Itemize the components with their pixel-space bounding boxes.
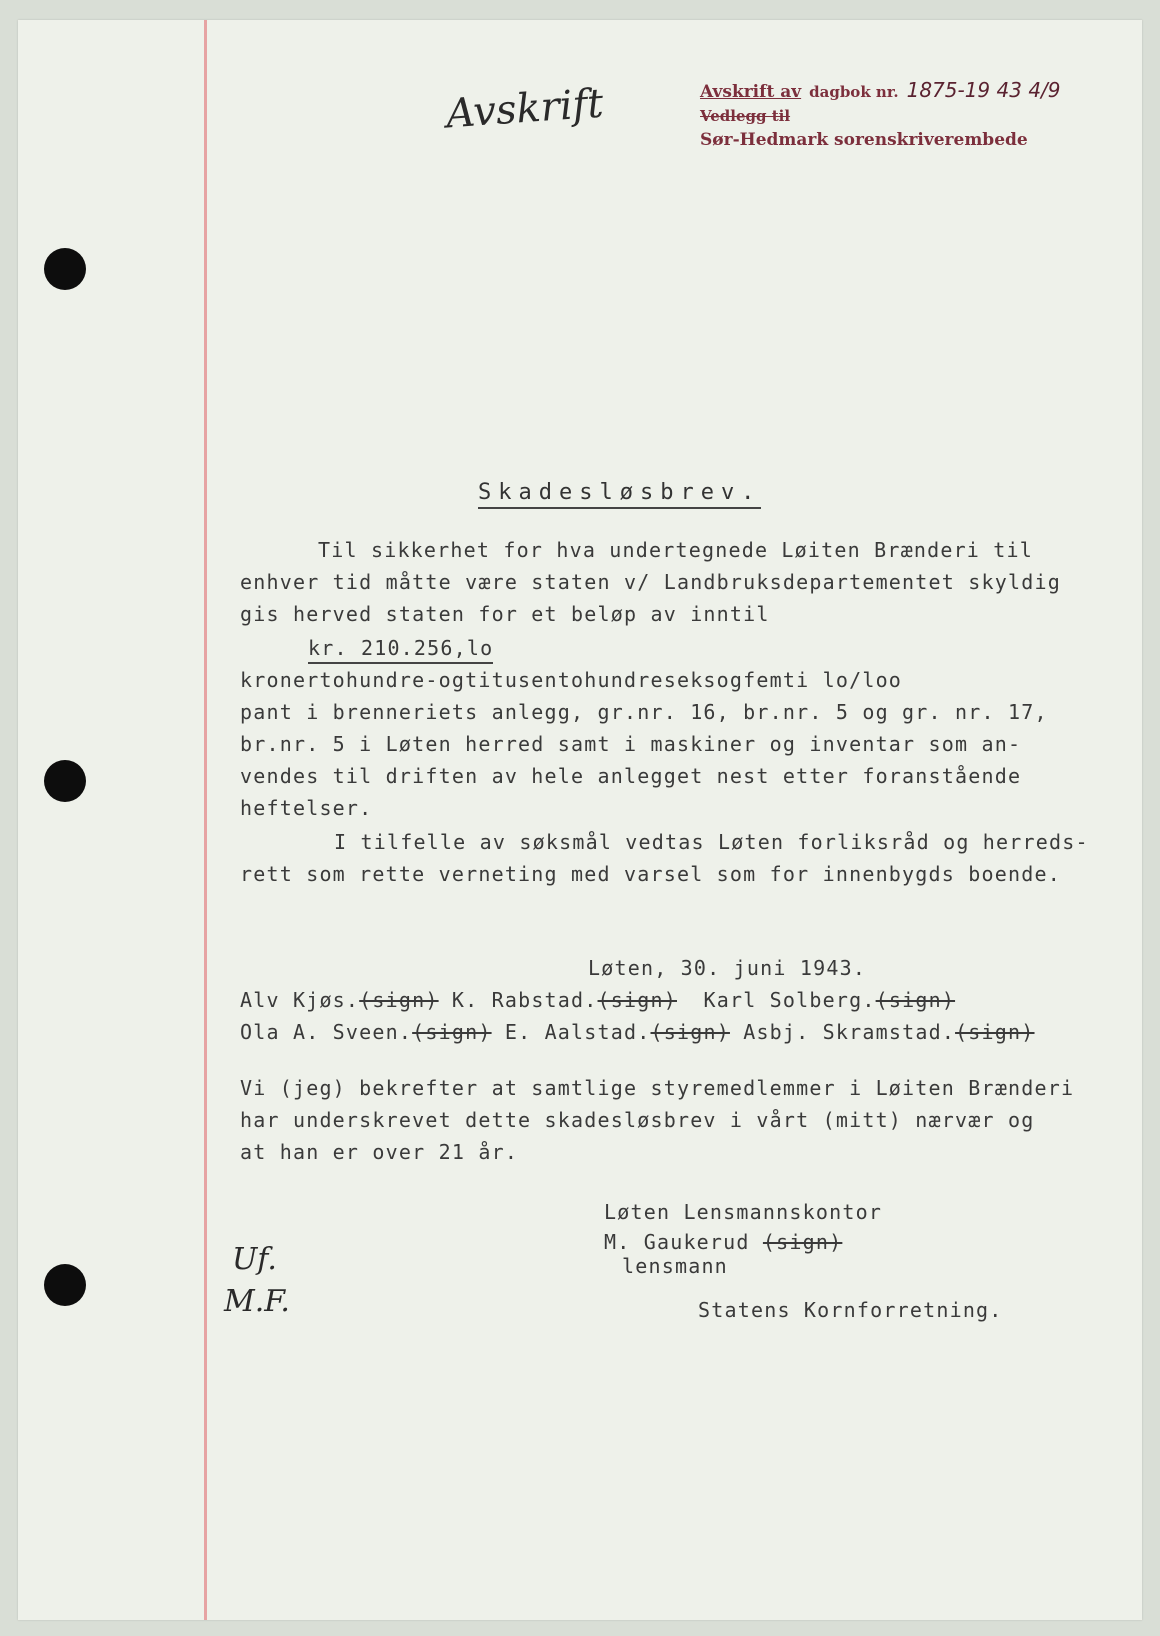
punch-hole xyxy=(44,760,86,802)
signer-name: Karl Solberg. xyxy=(703,988,876,1012)
amount-line xyxy=(308,636,493,660)
handwritten-initials-2: M.F. xyxy=(224,1284,290,1319)
body-line-6: pant i brenneriets anlegg, gr.nr. 16, br.nr. 5 og gr. nr. 17, xyxy=(240,700,1048,724)
body-line-7: br.nr. 5 i Løten herred samt i maskiner og inventar som an- xyxy=(240,732,1022,756)
attest-line-1: Vi (jeg) bekrefter at samtlige styremedlemmer i Løiten Brænderi xyxy=(240,1076,1075,1100)
document-title: Skadesløsbrev. xyxy=(478,480,761,509)
body-line-3: gis herved staten for et beløp av inntil xyxy=(240,602,770,626)
signers-row-1 xyxy=(240,988,955,1012)
office-person xyxy=(604,1230,842,1254)
body-line-1: Til sikkerhet for hva undertegnede Løiten Brænderi til xyxy=(318,538,1034,562)
margin-rule xyxy=(204,20,207,1620)
stamp-label: dagbok nr. xyxy=(809,83,899,101)
attest-line-3: at han er over 21 år. xyxy=(240,1140,519,1164)
signer-name: K. Rabstad. xyxy=(451,988,598,1012)
stamp-court-name: Sør-Hedmark sorenskriverembede xyxy=(700,130,1028,150)
body-line-5: kronertohundre-ogtitusentohundreseksogfemti lo/loo xyxy=(240,668,903,692)
office-role: lensmann xyxy=(622,1254,728,1278)
handwritten-signature-top: Avskrift xyxy=(444,80,605,138)
lensmann-name: M. Gaukerud xyxy=(604,1230,750,1254)
attest-line-2: har underskrevet dette skadesløsbrev i vårt (mitt) nærvær og xyxy=(240,1108,1035,1132)
place-date: Løten, 30. juni 1943. xyxy=(588,956,867,980)
body-line-10: I tilfelle av søksmål vedtas Løten forliksråd og herreds- xyxy=(334,830,1089,854)
body-line-2: enhver tid måtte være staten v/ Landbruksdepartementet skyldig xyxy=(240,570,1061,594)
handwritten-initials-1: Uf. xyxy=(232,1242,277,1277)
signer-name: E. Aalstad. xyxy=(504,1020,651,1044)
body-line-8: vendes til driften av hele anlegget nest etter foranstående xyxy=(240,764,1022,788)
document-page xyxy=(18,20,1142,1620)
sign-mark: (sign) xyxy=(650,1020,730,1044)
sign-mark: (sign) xyxy=(597,988,677,1012)
sign-mark: (sign) xyxy=(875,988,956,1012)
punch-hole xyxy=(44,1264,86,1306)
signers-row-2 xyxy=(240,1020,1035,1044)
stamp-prefix: Avskrift av xyxy=(700,82,802,102)
punch-hole xyxy=(44,248,86,290)
body-line-11: rett som rette verneting med varsel som for innenbygds boende. xyxy=(240,862,1061,886)
stamp-struck-line: Vedlegg til xyxy=(700,107,791,125)
signer-name: Alv Kjøs. xyxy=(240,988,360,1012)
office-org: Statens Kornforretning. xyxy=(698,1298,1003,1322)
amount-value: kr. 210.256,lo xyxy=(308,636,493,664)
sign-mark: (sign) xyxy=(762,1230,843,1254)
office-name: Løten Lensmannskontor xyxy=(604,1200,883,1224)
signer-name: Asbj. Skramstad. xyxy=(743,1020,956,1044)
body-line-9: heftelser. xyxy=(240,796,373,820)
registry-stamp xyxy=(700,78,1061,152)
stamp-journal-number: 1875-19 43 4/9 xyxy=(906,78,1061,102)
sign-mark: (sign) xyxy=(955,1020,1035,1044)
signer-name: Ola A. Sveen. xyxy=(240,1020,413,1044)
sign-mark: (sign) xyxy=(359,988,439,1012)
sign-mark: (sign) xyxy=(412,1020,492,1044)
